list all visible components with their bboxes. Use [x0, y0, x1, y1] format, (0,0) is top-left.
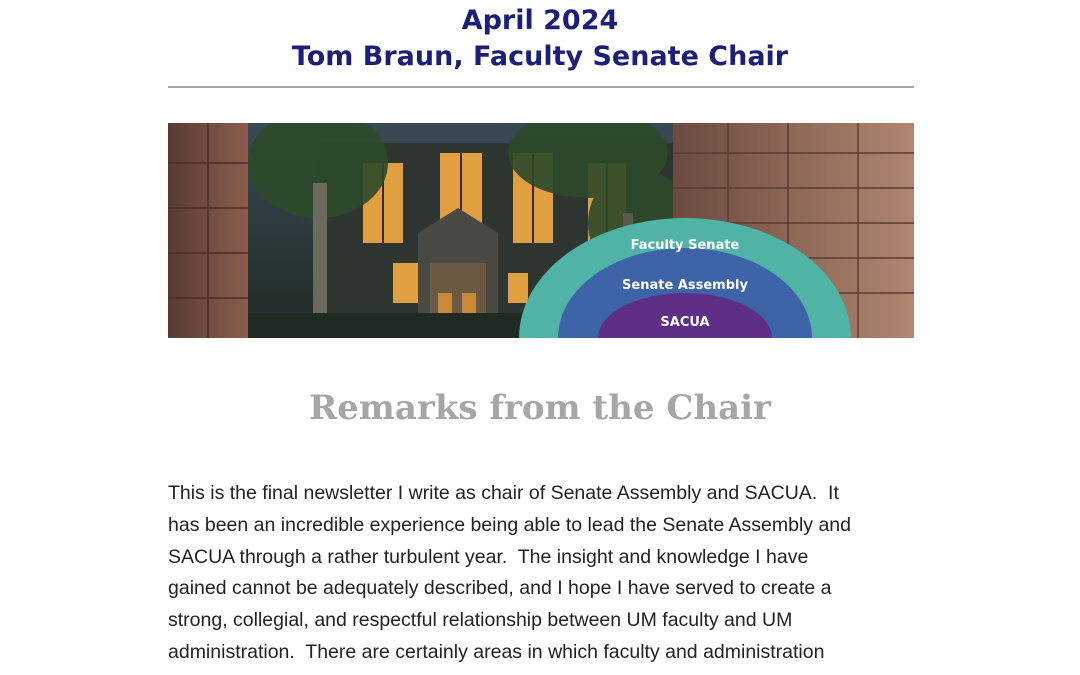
body-line: administration. There are certainly areas in which faculty and administration: [168, 640, 825, 663]
section-title: Remarks from the Chair: [309, 388, 771, 428]
body-line: gained cannot be adequately described, and I hope I have served to create a: [168, 577, 832, 600]
arc-label-senate-assembly: Senate Assembly: [622, 278, 748, 293]
newsletter-author: Tom Braun, Faculty Senate Chair: [291, 41, 789, 72]
body-line: This is the final newsletter I write as chair of Senate Assembly and SACUA. It: [168, 482, 839, 504]
arc-label-sacua: SACUA: [660, 315, 710, 330]
arc-label-faculty-senate: Faculty Senate: [630, 238, 740, 253]
body-line: has been an incredible experience being able to lead the Senate Assembly and: [168, 513, 851, 536]
body-line: strong, collegial, and respectful relationship between UM faculty and UM: [168, 609, 793, 632]
body-paragraph: [168, 478, 914, 669]
newsletter-date: April 2024: [461, 5, 619, 36]
body-line: SACUA through a rather turbulent year. The insight and knowledge I have: [168, 545, 809, 568]
header-divider: [168, 86, 914, 88]
banner-image: [168, 123, 914, 338]
